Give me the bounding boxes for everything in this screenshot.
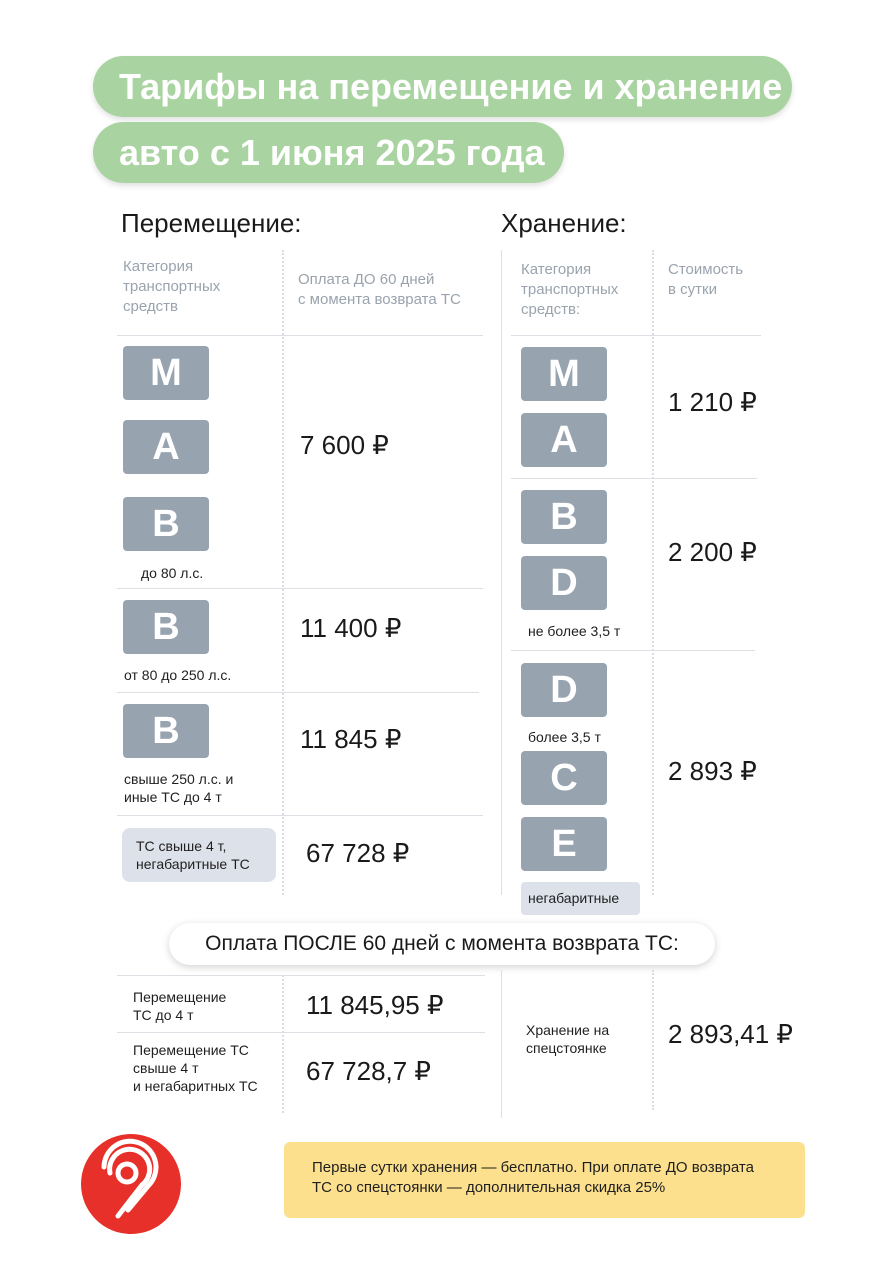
storage-row-2-price: 2 200 ₽ (668, 537, 757, 567)
moving-row-line-1 (117, 588, 483, 589)
after-storage-label: Хранение на спецстоянке (526, 1022, 610, 1056)
after-moving-row-1-label: Перемещение ТС до 4 т (133, 989, 227, 1023)
category-badge-m: M (123, 346, 209, 400)
moving-header-line (117, 335, 483, 336)
moving-row-4-price: 67 728 ₽ (306, 838, 410, 868)
discount-note-text: Первые сутки хранения — бесплатно. При оплате ДО возврата ТС со спецстоянки — дополнительная скидка 25% (312, 1159, 754, 1196)
after-top-line (117, 975, 485, 976)
storage-row-line-2 (511, 650, 755, 651)
category-badge-a: A (123, 420, 209, 474)
storage-header-line (511, 335, 761, 336)
moving-col-payment: Оплата ДО 60 дней с момента возврата ТС (298, 271, 461, 308)
section-divider (501, 250, 502, 895)
title-line-1-text: Тарифы на перемещение и хранение (119, 65, 783, 107)
after-moving-row-2-label: Перемещение ТС свыше 4 т и негабаритных ТС (133, 1042, 258, 1094)
after-storage-divider (652, 970, 654, 1110)
storage-col-category: Категория транспортных средств: (521, 261, 619, 318)
category-badge-d: D (521, 556, 607, 610)
category-badge-b: B (123, 704, 209, 758)
after-section-divider (501, 970, 502, 1118)
moving-section-title: Перемещение: (121, 208, 302, 238)
moscow-parking-logo-icon (80, 1133, 182, 1235)
moving-row-2-note: от 80 до 250 л.с. (124, 667, 232, 683)
after-moving-row-1-price: 11 845,95 ₽ (306, 990, 444, 1020)
moving-row-4-chip: ТС свыше 4 т, негабаритные ТС (122, 828, 276, 882)
title-line-2-text: авто с 1 июня 2025 года (119, 131, 545, 173)
category-badge-e: E (521, 817, 607, 871)
category-badge-d: D (521, 663, 607, 717)
title-line-1 (93, 56, 792, 117)
after-60-days-banner (169, 923, 715, 965)
after-middle-line (117, 1032, 485, 1033)
moving-row-1-note: до 80 л.с. (141, 565, 204, 581)
category-badge-b: B (123, 600, 209, 654)
storage-row-line-1 (511, 478, 757, 479)
storage-row-2-note: не более 3,5 т (528, 623, 621, 639)
storage-column-divider (652, 250, 654, 895)
moving-row-3-note: свыше 250 л.с. и иные ТС до 4 т (124, 771, 234, 805)
moving-row-2-price: 11 400 ₽ (300, 613, 402, 643)
moving-col-category: Категория транспортных средств (123, 258, 221, 315)
title-line-2 (93, 122, 564, 183)
moving-row-1-price: 7 600 ₽ (300, 430, 389, 460)
category-badge-b: B (123, 497, 209, 551)
category-badge-c: C (521, 751, 607, 805)
moving-row-line-2 (117, 692, 479, 693)
after-storage-price: 2 893,41 ₽ (668, 1019, 793, 1049)
storage-row-3-price: 2 893 ₽ (668, 756, 757, 786)
discount-note (284, 1142, 805, 1218)
after-moving-divider (282, 975, 284, 1113)
after-moving-row-2-price: 67 728,7 ₽ (306, 1056, 431, 1086)
moving-row-line-3 (117, 815, 483, 816)
moving-row-3-price: 11 845 ₽ (300, 724, 402, 754)
after-60-days-title: Оплата ПОСЛЕ 60 дней с момента возврата ТС: (205, 932, 679, 955)
category-badge-m: M (521, 347, 607, 401)
storage-col-cost: Стоимость в сутки (668, 261, 744, 298)
category-badge-a: A (521, 413, 607, 467)
moving-column-divider (282, 250, 284, 895)
storage-row-3-note: более 3,5 т (528, 729, 601, 745)
storage-row-1-price: 1 210 ₽ (668, 387, 757, 417)
storage-section-title: Хранение: (501, 208, 627, 238)
storage-row-3-chip: негабаритные (521, 882, 640, 915)
category-badge-b: B (521, 490, 607, 544)
